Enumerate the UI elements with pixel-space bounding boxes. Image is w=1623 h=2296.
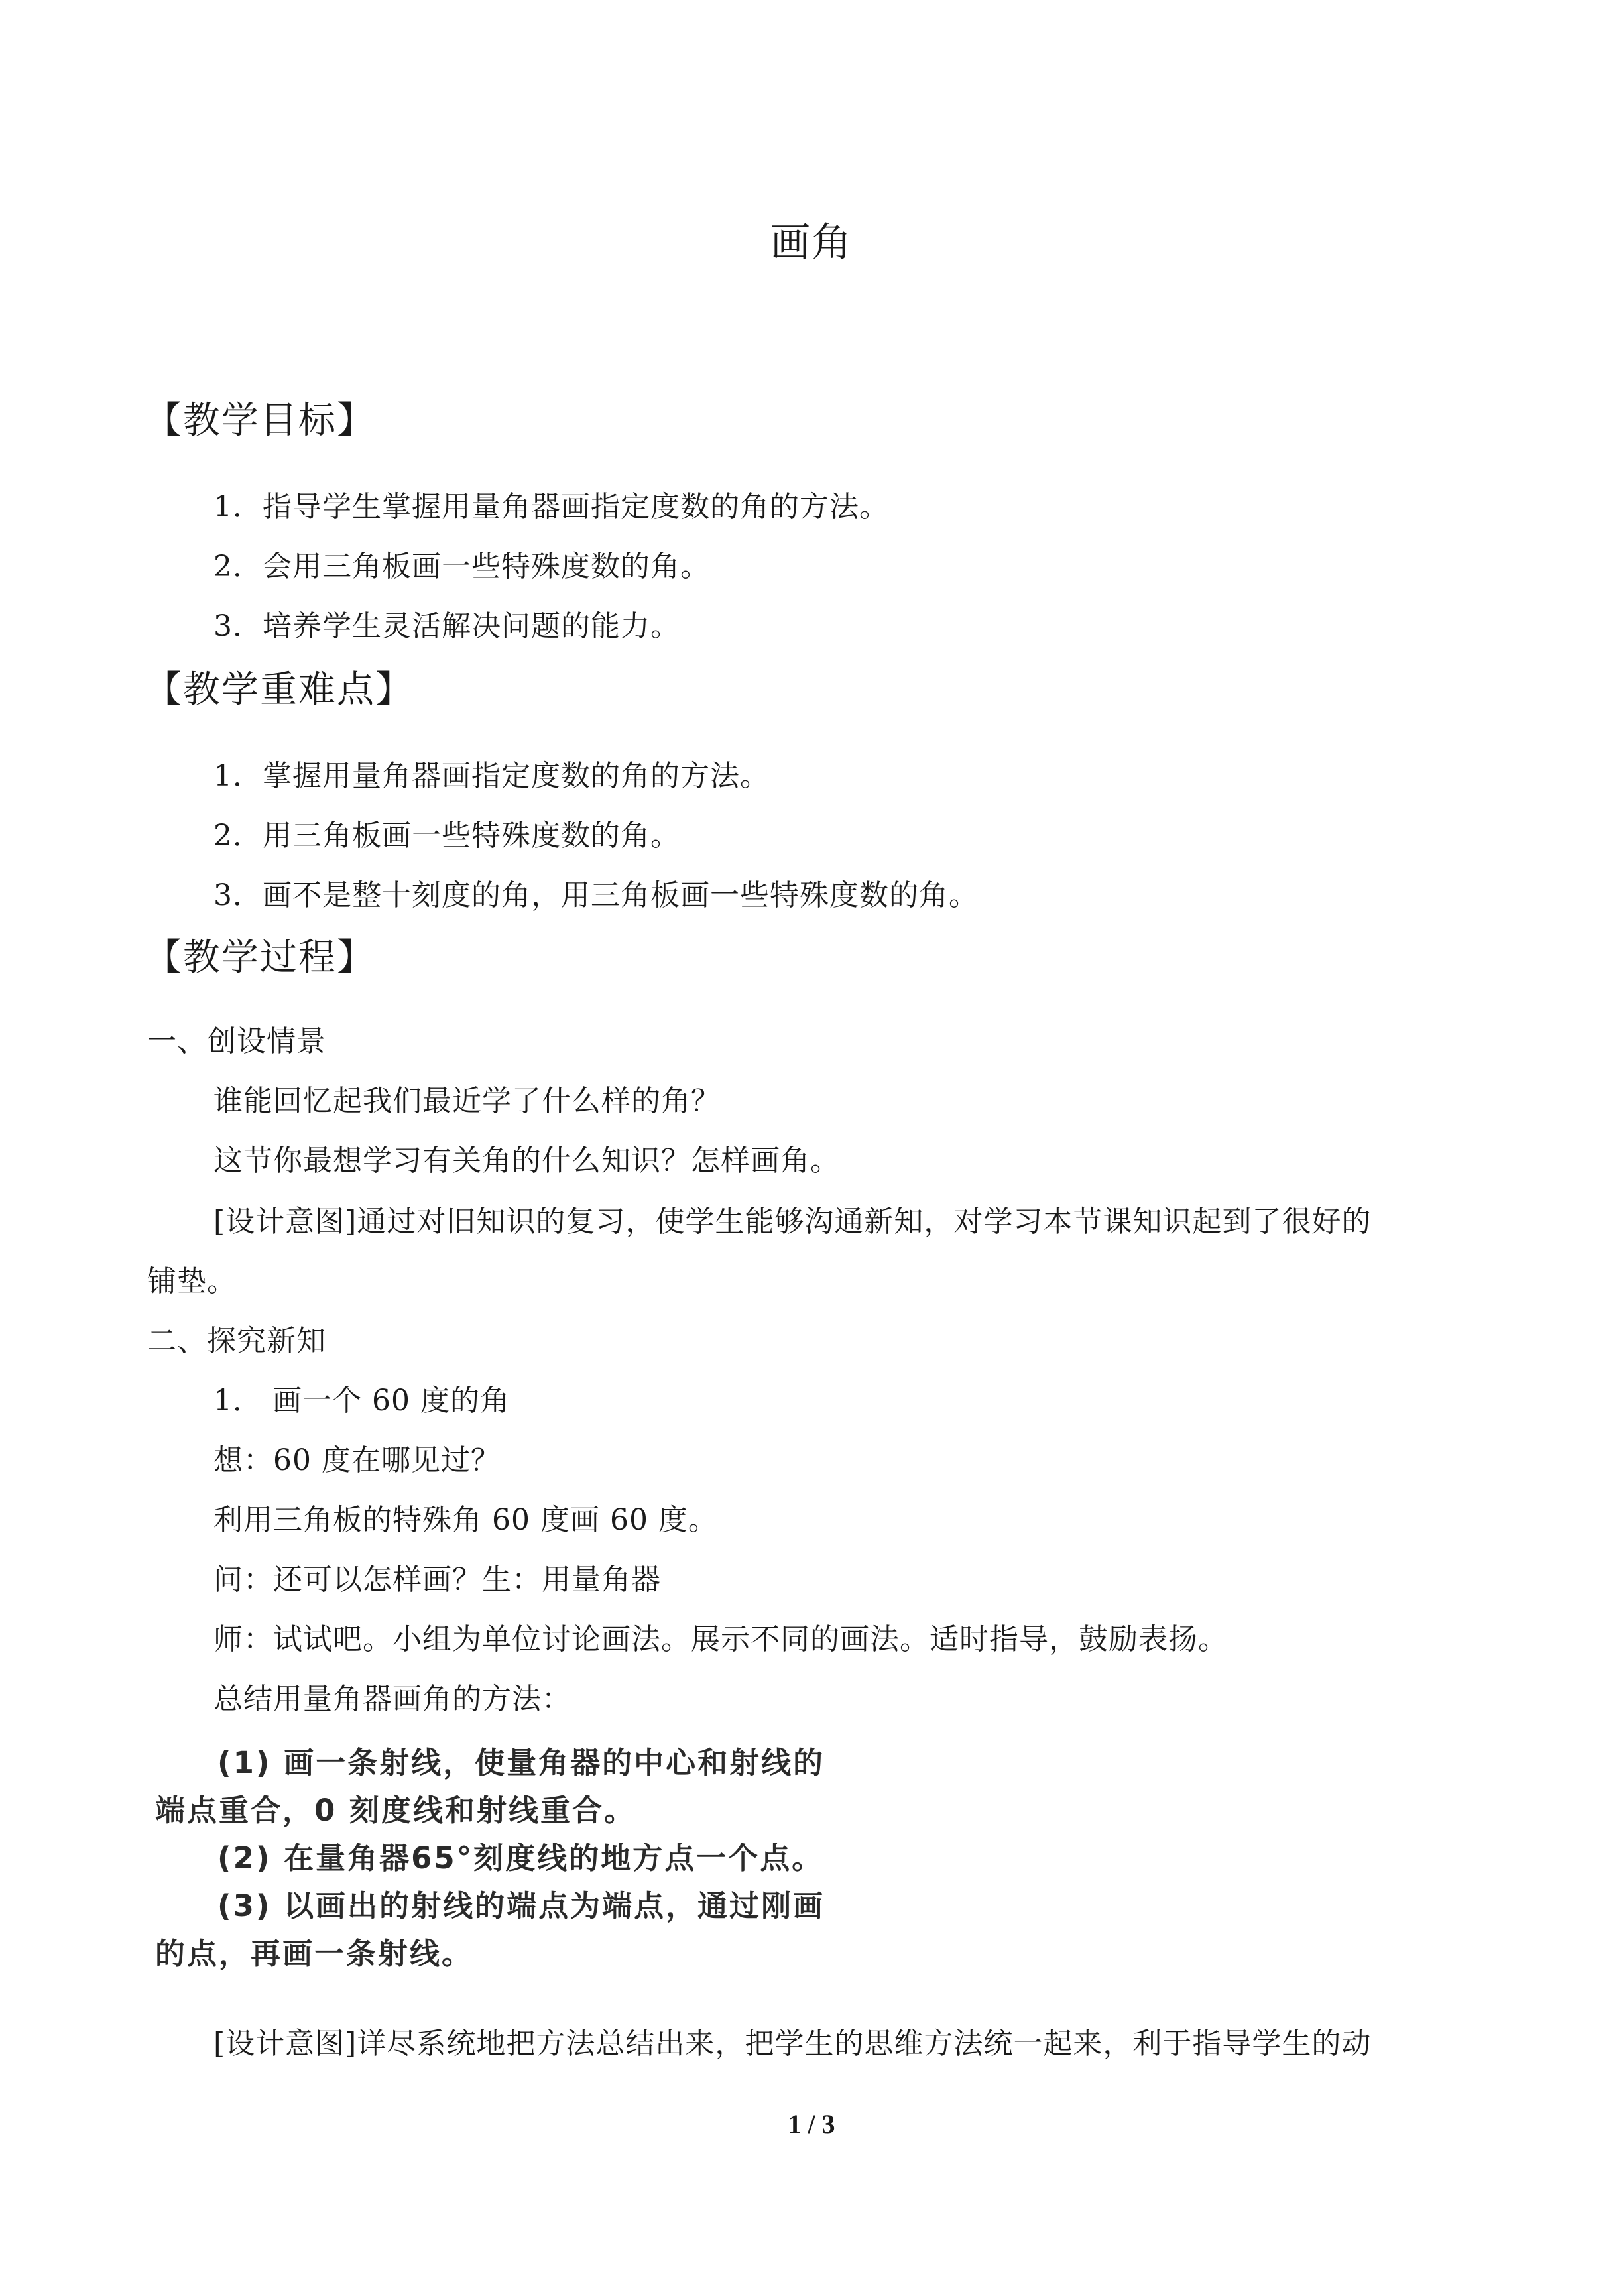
heading-objectives: 【教学目标】 [145, 399, 375, 442]
heading-key-points: 【教学重难点】 [145, 668, 414, 711]
part1-line-2: 这节你最想学习有关角的什么知识？怎样画角。 [213, 1144, 840, 1178]
method-step-1-cont: 端点重合，0 刻度线和射线重合。 [155, 1793, 636, 1828]
objective-item-1: 1．指导学生掌握用量角器画指定度数的角的方法。 [213, 490, 889, 524]
key-point-item-1: 1．掌握用量角器画指定度数的角的方法。 [213, 759, 770, 793]
key-point-item-3: 3．画不是整十刻度的角，用三角板画一些特殊度数的角。 [213, 878, 979, 912]
method-step-2: (2) 在量角器65°刻度线的地方点一个点。 [217, 1841, 824, 1876]
method-step-3-cont: 的点，再画一条射线。 [155, 1936, 474, 1971]
method-step-1: (1) 画一条射线，使量角器的中心和射线的 [217, 1745, 825, 1780]
part2-title: 二、探究新知 [147, 1324, 326, 1358]
objective-item-3: 3．培养学生灵活解决问题的能力。 [213, 609, 680, 643]
part2-design-intent: [设计意图]详尽系统地把方法总结出来，把学生的思维方法统一起来，利于指导学生的动 [213, 2027, 1372, 2061]
part2-line-2: 想：60 度在哪见过？ [213, 1443, 501, 1477]
part2-line-3: 利用三角板的特殊角 60 度画 60 度。 [213, 1503, 718, 1537]
part2-line-5: 师：试试吧。小组为单位讨论画法。展示不同的画法。适时指导，鼓励表扬。 [213, 1622, 1228, 1656]
method-image [151, 1724, 894, 1976]
document-title: 画角 [770, 219, 853, 266]
part1-title: 一、创设情景 [147, 1024, 326, 1058]
part2-line-1: 1． 画一个 60 度的角 [213, 1384, 510, 1418]
page-number: 1 / 3 [788, 2109, 835, 2139]
part1-design-intent: [设计意图]通过对旧知识的复习，使学生能够沟通新知，对学习本节课知识起到了很好的 [213, 1205, 1372, 1239]
objective-item-2: 2．会用三角板画一些特殊度数的角。 [213, 550, 710, 583]
part1-line-1: 谁能回忆起我们最近学了什么样的角？ [213, 1084, 721, 1118]
key-point-item-2: 2．用三角板画一些特殊度数的角。 [213, 819, 680, 853]
part2-line-6: 总结用量角器画角的方法： [213, 1682, 571, 1716]
method-step-3: (3) 以画出的射线的端点为端点，通过刚画 [217, 1888, 825, 1923]
heading-process: 【教学过程】 [145, 936, 375, 979]
part2-line-4: 问：还可以怎样画？生：用量角器 [213, 1563, 661, 1597]
part1-design-intent-cont: 铺垫。 [147, 1264, 237, 1298]
